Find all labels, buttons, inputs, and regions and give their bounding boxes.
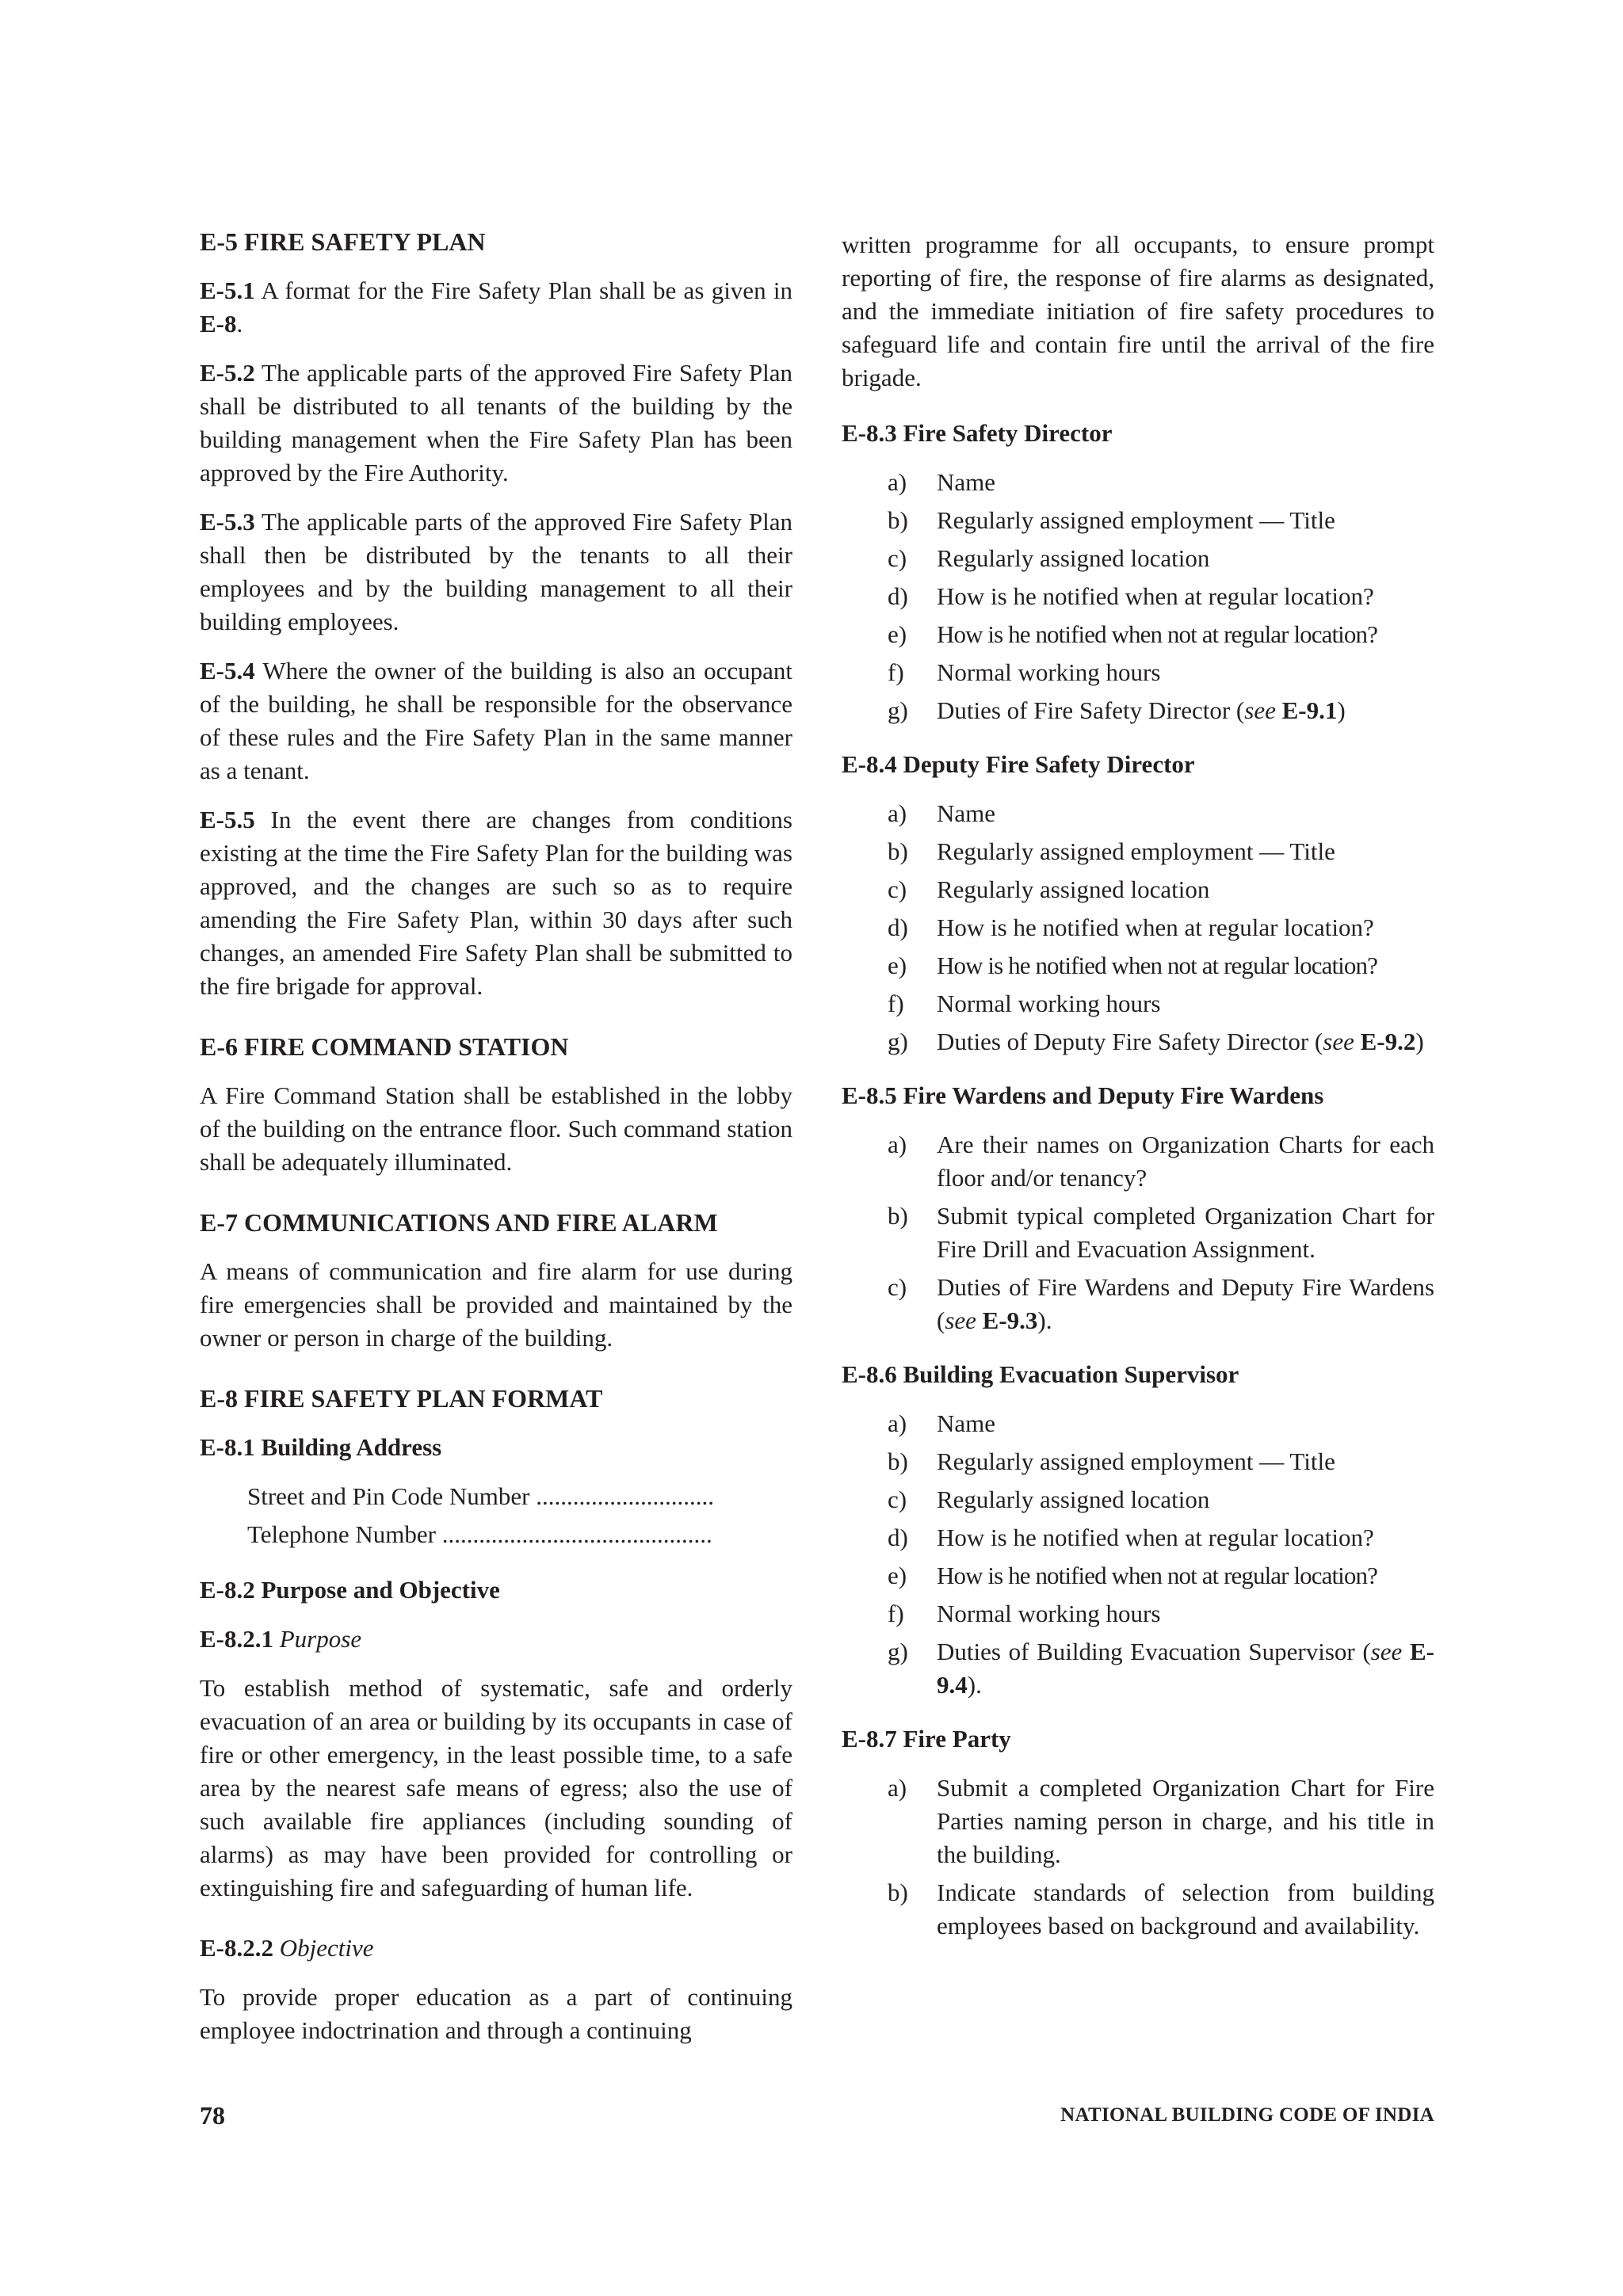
list-item-marker: b) [888,506,908,534]
see-reference-word: see [1323,1028,1354,1055]
list-item-text [937,797,1434,830]
list-item-text [937,911,1434,944]
list-item-body: Indicate standards of selection from building employees based on background and availability. [937,1878,1434,1939]
list-item-body: Normal working hours [937,990,1161,1017]
list-item [842,1635,1434,1702]
list-item [842,1128,1434,1195]
list-item-body: How is he notified when not at regular location? [937,620,1377,648]
cross-reference: E-9.1 [1281,696,1338,724]
clause-e8-2-2-heading [200,1932,792,1965]
list-item-text [937,1407,1434,1440]
clause-e5-4 [200,654,792,788]
list-item-end: ). [1037,1306,1052,1334]
list-item-marker: d) [888,913,908,941]
list-item-text [937,1635,1434,1702]
clause-e8-5-heading: E-8.5 Fire Wardens and Deputy Fire Wardens [842,1081,1324,1109]
list-item-body: Regularly assigned employment — Title [937,1447,1335,1475]
list-item-body: Submit typical completed Organization Chart for Fire Drill and Evacuation Assignment. [937,1202,1434,1263]
clause-e5-2 [200,357,792,490]
building-address-fields [200,1480,792,1551]
running-footer-title: NATIONAL BUILDING CODE OF INDIA [1060,2104,1434,2126]
list-item-body: Regularly assigned employment — Title [937,506,1335,534]
clause-e8-3-heading: E-8.3 Fire Safety Director [842,419,1113,447]
list-item [842,797,1434,830]
left-column [200,225,792,2047]
clause-text: A format for the Fire Safety Plan shall be as given in [254,277,792,304]
list-item-body: Regularly assigned location [937,875,1210,903]
clause-number: E-5.4 [200,657,255,685]
list-item-body: Are their names on Organization Charts for each floor and/or tenancy? [937,1131,1434,1192]
fire-wardens-list [842,1128,1434,1337]
right-column [842,225,1434,1947]
list-item [842,1445,1434,1478]
list-item-body: How is he notified when not at regular location? [937,952,1377,979]
cross-reference: E-9.2 [1360,1028,1416,1055]
clause-e5-5 [200,803,792,1003]
list-item-text [937,1025,1434,1058]
objective-text: To provide proper education as a part of continuing employee indoctrination and through a continuing [200,1983,792,2044]
list-item-marker: e) [888,1562,907,1589]
list-item-text [937,466,1434,499]
list-item [842,1199,1434,1266]
clause-number: E-5.3 [200,508,255,536]
list-item-end: ). [967,1671,982,1699]
list-item [842,1876,1434,1943]
list-item-end: ) [1415,1028,1424,1055]
list-item-text [937,835,1434,868]
list-item-marker: g) [888,1028,908,1055]
clause-e5-3 [200,505,792,639]
list-item-text [937,1271,1434,1337]
list-item-marker: c) [888,875,907,903]
clause-e8-2-heading: E-8.2 Purpose and Objective [200,1576,500,1604]
list-item [842,618,1434,651]
list-item-marker: d) [888,582,908,610]
see-reference-word: see [945,1306,976,1334]
list-item-text [937,949,1434,982]
list-item-marker: b) [888,1878,908,1906]
list-item-marker: b) [888,837,908,865]
list-item [842,504,1434,537]
list-item-marker: b) [888,1202,908,1230]
list-item-marker: a) [888,1774,907,1802]
fire-safety-director-list [842,466,1434,727]
list-item-text [937,542,1434,575]
page-footer [200,2101,1434,2133]
section-e5-heading: E-5 FIRE SAFETY PLAN [200,227,486,256]
list-item-text [937,1597,1434,1630]
list-item-body: Duties of Fire Safety Director ( [937,696,1245,724]
list-item-marker: c) [888,1486,907,1513]
section-e8-heading: E-8 FIRE SAFETY PLAN FORMAT [200,1384,603,1413]
list-item-marker: a) [888,468,907,496]
clause-number: E-5.2 [200,359,255,387]
list-item-text [937,1559,1434,1592]
list-item-text [937,656,1434,689]
list-item-marker: e) [888,952,907,979]
list-item-text [937,987,1434,1020]
building-evacuation-supervisor-list [842,1407,1434,1702]
list-item-marker: e) [888,620,907,648]
cross-reference: E-9.3 [982,1306,1038,1334]
list-item-body: Normal working hours [937,658,1161,686]
list-item-body: Regularly assigned location [937,1486,1210,1513]
section-e6-text: A Fire Command Station shall be established in the lobby of the building on the entrance floor. Such command station shall be adequately illuminated. [200,1081,792,1176]
list-item-marker: f) [888,1600,904,1627]
objective-text-continued: written programme for all occupants, to ensure prompt reporting of fire, the response of fire alarms as designated, and the immediate initiation of fire safety procedures to safeguard life and contain fire until the arrival of the fire brigade. [842,231,1434,391]
list-item-marker: a) [888,1409,907,1437]
list-item [842,694,1434,727]
list-item-marker: f) [888,658,904,686]
section-e7-heading: E-7 COMMUNICATIONS AND FIRE ALARM [200,1208,718,1237]
list-item-text [937,1876,1434,1943]
list-item-text [937,1199,1434,1266]
purpose-text: To establish method of systematic, safe and orderly evacuation of an area or building by its occupants in case of fire or other emergency, in the least possible time, to a safe area by the nearest safe means of egress; also the use of such available fire appliances (including sounding of alarms) as may have been provided for controlling or extinguishing fire and safeguarding of human life. [200,1674,792,1901]
list-item-body: Duties of Deputy Fire Safety Director ( [937,1028,1323,1055]
clause-e8-7-heading: E-8.7 Fire Party [842,1725,1011,1753]
see-reference-word: see [1370,1638,1403,1665]
clause-text: In the event there are changes from conditions existing at the time the Fire Safety Plan for the building was approved, and the changes are such so as to require amending the Fire Safety Plan, within 30 days after such changes, an amended Fire Safety Plan shall be submitted to the fire brigade for approval. [200,806,792,1000]
list-item [842,1597,1434,1630]
list-item-text [937,1445,1434,1478]
list-item [842,1407,1434,1440]
list-item [842,542,1434,575]
clause-number: E-8.2.2 [200,1934,273,1962]
list-item-marker: c) [888,544,907,572]
list-item-marker: d) [888,1524,908,1551]
list-item-marker: a) [888,1131,907,1158]
clause-e8-6-heading: E-8.6 Building Evacuation Supervisor [842,1360,1239,1388]
telephone-number-line: Telephone Number ............................................ [247,1520,712,1548]
clause-number: E-5.1 [200,277,255,304]
list-item-text [937,873,1434,906]
list-item-body: Submit a completed Organization Chart for Fire Parties naming person in charge, and his title in the building. [937,1774,1434,1868]
fire-party-list [842,1772,1434,1943]
list-item-marker: b) [888,1447,908,1475]
list-item [842,1271,1434,1337]
clause-e8-2-1-heading [200,1623,792,1656]
clause-number: E-8.2.1 [200,1625,273,1653]
list-item-text [937,504,1434,537]
list-item-body: Regularly assigned employment — Title [937,837,1335,865]
list-item [842,656,1434,689]
page-number: 78 [200,2101,225,2130]
list-item [842,1521,1434,1554]
list-item [842,987,1434,1020]
list-item [842,911,1434,944]
list-item-body: How is he notified when at regular location? [937,1524,1374,1551]
list-item-body: Regularly assigned location [937,544,1210,572]
section-e6-heading: E-6 FIRE COMMAND STATION [200,1032,569,1061]
deputy-fire-safety-director-list [842,797,1434,1058]
list-item [842,466,1434,499]
list-item-marker: g) [888,1638,908,1665]
clause-text-end: . [236,310,243,338]
clause-text: The applicable parts of the approved Fire Safety Plan shall then be distributed by the tenants to all their employees and by the building management to all their building employees. [200,508,792,635]
list-item-text [937,618,1434,651]
list-item-marker: c) [888,1273,907,1301]
list-item [842,1025,1434,1058]
street-pin-code-line: Street and Pin Code Number ............................. [247,1482,714,1510]
list-item [842,949,1434,982]
list-item-body: Normal working hours [937,1600,1161,1627]
list-item-body: Duties of Building Evacuation Supervisor ( [937,1638,1371,1665]
cross-reference: E-9.4 [937,1638,1434,1699]
list-item-text [937,1128,1434,1195]
clause-e5-1 [200,274,792,341]
list-item-body: Name [937,1409,996,1437]
list-item-text [937,1521,1434,1554]
clause-text: Where the owner of the building is also an occupant of the building, he shall be responsible for the observance of these rules and the Fire Safety Plan in the same manner as a tenant. [200,657,792,784]
list-item-text [937,1483,1434,1516]
see-reference-word: see [1244,696,1276,724]
list-item-body: Duties of Fire Wardens and Deputy Fire Wardens ( [937,1273,1434,1334]
list-item-marker: f) [888,990,904,1017]
clause-label: Objective [279,1934,374,1962]
list-item-marker: a) [888,799,907,827]
list-item-text [937,1772,1434,1871]
list-item [842,873,1434,906]
list-item [842,1483,1434,1516]
list-item-text [937,580,1434,613]
list-item-end: ) [1337,696,1346,724]
list-item [842,1559,1434,1592]
section-e7-text: A means of communication and fire alarm for use during fire emergencies shall be provided and maintained by the owner or person in charge of the building. [200,1257,792,1352]
clause-e8-1-heading: E-8.1 Building Address [200,1433,442,1461]
list-item [842,1772,1434,1871]
list-item-body: Name [937,799,996,827]
list-item-body: Name [937,468,996,496]
clause-e8-4-heading: E-8.4 Deputy Fire Safety Director [842,750,1195,778]
clause-label: Purpose [279,1625,362,1653]
list-item [842,580,1434,613]
list-item-body: How is he notified when not at regular location? [937,1562,1377,1589]
clause-text: The applicable parts of the approved Fire Safety Plan shall be distributed to all tenants of the building by the building management when the Fire Safety Plan has been approved by the Fire Authority. [200,359,792,486]
list-item [842,835,1434,868]
list-item-text [937,694,1434,727]
list-item-body: How is he notified when at regular location? [937,582,1374,610]
clause-number: E-5.5 [200,806,255,833]
list-item-marker: g) [888,696,908,724]
list-item-body: How is he notified when at regular location? [937,913,1374,941]
cross-reference: E-8 [200,310,237,338]
